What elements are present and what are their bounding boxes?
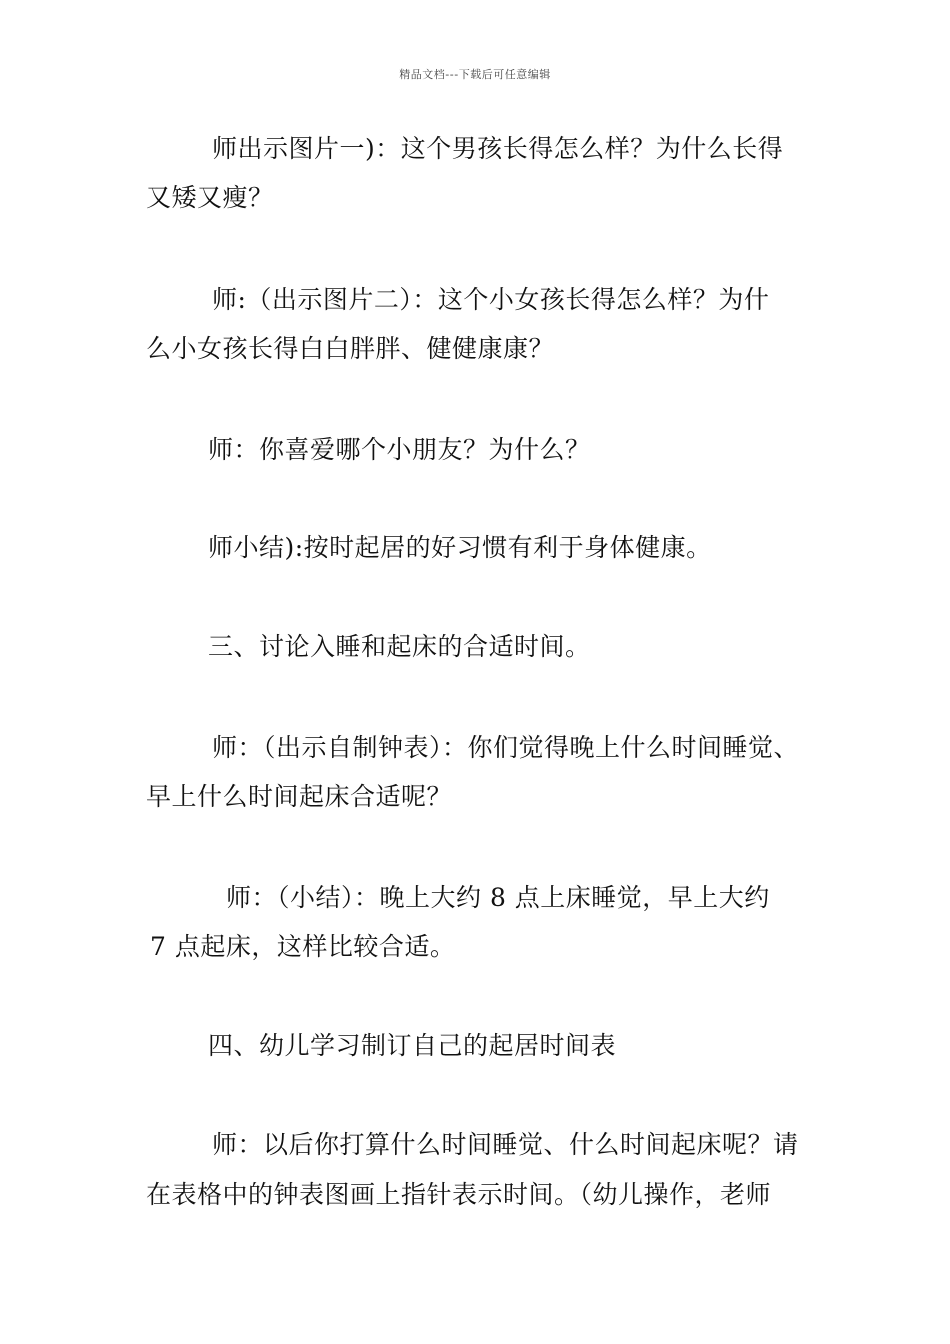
paragraph-5-line-1: 三、讨论入睡和起床的合适时间。: [208, 632, 591, 661]
paragraph-1-line-1: 师出示图片一)：这个男孩长得怎么样？为什么长得: [212, 134, 784, 163]
paragraph-3-line-1: 师：你喜爱哪个小朋友？为什么？: [208, 435, 591, 464]
paragraph-1-line-2: 又矮又瘦？: [146, 183, 274, 212]
paragraph-9-line-2: 在表格中的钟表图画上指针表示时间。（幼儿操作，老师: [146, 1180, 772, 1209]
paragraph-6-line-1: 师：（出示自制钟表）：你们觉得晚上什么时间睡觉、: [212, 733, 800, 762]
paragraph-8-line-1: 四、幼儿学习制订自己的起居时间表: [208, 1031, 617, 1060]
paragraph-2-line-2: 么小女孩长得白白胖胖、健健康康？: [146, 334, 555, 363]
page-header: 精品文档---下载后可任意编辑: [399, 68, 551, 81]
paragraph-6-line-2: 早上什么时间起床合适呢？: [146, 782, 453, 811]
paragraph-7-line-1: 师：（小结）：晚上大约 8 点上床睡觉，早上大约: [226, 883, 770, 912]
paragraph-4-line-1: 师小结):按时起居的好习惯有利于身体健康。: [208, 533, 712, 562]
paragraph-9-line-1: 师：以后你打算什么时间睡觉、什么时间起床呢？请: [212, 1130, 799, 1159]
paragraph-7-line-2: 7 点起床，这样比较合适。: [150, 932, 456, 961]
paragraph-2-line-1: 师:（出示图片二）：这个小女孩长得怎么样？为什: [212, 285, 770, 314]
